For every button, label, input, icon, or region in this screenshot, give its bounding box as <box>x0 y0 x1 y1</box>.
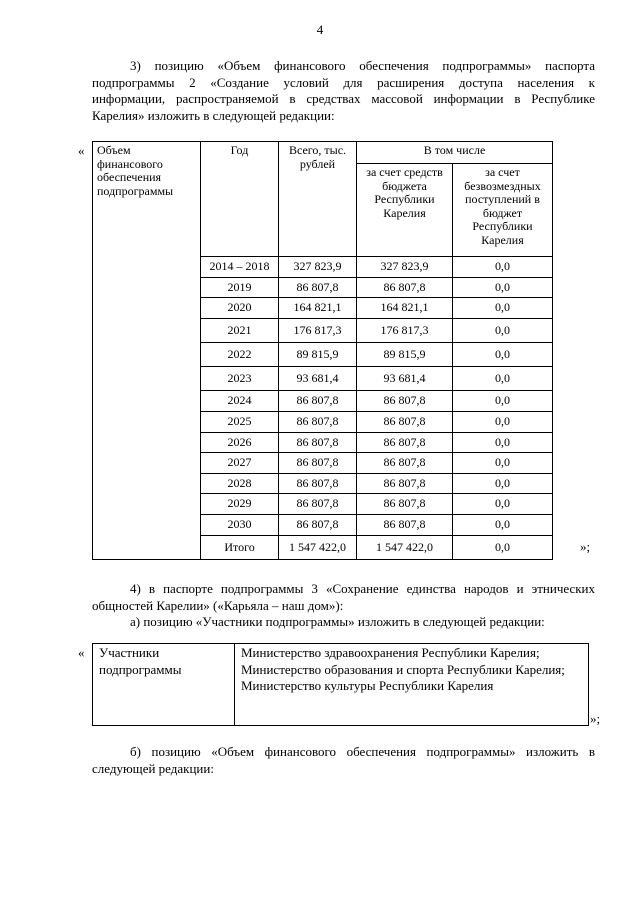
cell-free: 0,0 <box>453 515 553 536</box>
cell-year: 2019 <box>201 278 279 298</box>
cell-total: 164 821,1 <box>279 298 357 319</box>
label-column-cell <box>93 536 201 560</box>
table1-row-label: Объем финансового обеспечения подпрограммы <box>93 142 201 257</box>
cell-year: 2021 <box>201 319 279 343</box>
table1-header-budget: за счет средств бюджета Республики Карелия <box>357 164 453 257</box>
cell-year: Итого <box>201 536 279 560</box>
cell-total: 327 823,9 <box>279 257 357 278</box>
table-row <box>93 278 553 298</box>
table-row <box>93 319 553 343</box>
cell-total: 86 807,8 <box>279 412 357 433</box>
table-row <box>93 257 553 278</box>
cell-budget: 86 807,8 <box>357 494 453 515</box>
table-row <box>93 474 553 494</box>
table-row <box>93 453 553 474</box>
cell-free: 0,0 <box>453 343 553 367</box>
cell-year: 2022 <box>201 343 279 367</box>
cell-year: 2028 <box>201 474 279 494</box>
cell-budget: 86 807,8 <box>357 515 453 536</box>
paragraph-item-3 <box>92 58 595 124</box>
label-column-cell <box>93 343 201 367</box>
table1-open-quote: « <box>78 143 85 158</box>
cell-free: 0,0 <box>453 474 553 494</box>
cell-year: 2020 <box>201 298 279 319</box>
cell-free: 0,0 <box>453 412 553 433</box>
label-column-cell <box>93 319 201 343</box>
label-column-cell <box>93 278 201 298</box>
cell-free: 0,0 <box>453 319 553 343</box>
table1-header-free: за счет безвозмездных поступлений в бюджет Республики Карелия <box>453 164 553 257</box>
label-column-cell <box>93 453 201 474</box>
cell-total: 1 547 422,0 <box>279 536 357 560</box>
cell-total: 86 807,8 <box>279 515 357 536</box>
cell-free: 0,0 <box>453 433 553 453</box>
participants-list <box>235 644 589 726</box>
para3-line-1: следующей редакции: <box>92 760 214 776</box>
table-row <box>93 412 553 433</box>
cell-year: 2024 <box>201 391 279 412</box>
table2-open-quote: « <box>78 645 85 660</box>
label-column-cell <box>93 494 201 515</box>
cell-total: 93 681,4 <box>279 367 357 391</box>
label-column-cell <box>93 257 201 278</box>
cell-year: 2025 <box>201 412 279 433</box>
cell-total: 176 817,3 <box>279 319 357 343</box>
table-row <box>93 515 553 536</box>
table-row <box>93 391 553 412</box>
cell-free: 0,0 <box>453 453 553 474</box>
cell-budget: 327 823,9 <box>357 257 453 278</box>
cell-budget: 86 807,8 <box>357 412 453 433</box>
cell-budget: 93 681,4 <box>357 367 453 391</box>
cell-year: 2026 <box>201 433 279 453</box>
cell-free: 0,0 <box>453 257 553 278</box>
cell-budget: 89 815,9 <box>357 343 453 367</box>
paragraph-item-4 <box>92 581 595 631</box>
cell-free: 0,0 <box>453 278 553 298</box>
financing-table <box>92 141 553 560</box>
table-row <box>93 494 553 515</box>
label-column-cell <box>93 298 201 319</box>
para2-line-1: общностей Карелии» («Карьяла – наш дом»): <box>92 597 344 613</box>
table1-header-including: В том числе <box>357 142 553 164</box>
para1-line-2: информации, распространяемой в средствах массовой информации в Республике <box>92 91 595 106</box>
participant-0: Министерство здравоохранения Республики Карелия; <box>241 645 540 660</box>
cell-budget: 86 807,8 <box>357 433 453 453</box>
cell-total: 86 807,8 <box>279 494 357 515</box>
table-row <box>93 367 553 391</box>
table1-header-total: Всего, тыс. рублей <box>279 142 357 257</box>
table-row <box>93 298 553 319</box>
cell-total: 86 807,8 <box>279 433 357 453</box>
cell-free: 0,0 <box>453 494 553 515</box>
para1-line-1: подпрограммы 2 «Создание условий для расширения доступа населения к <box>92 74 595 90</box>
para3-line-0: б) позицию «Объем финансового обеспечения подпрограммы» изложить в <box>130 744 595 759</box>
cell-budget: 176 817,3 <box>357 319 453 343</box>
participant-2: Министерство культуры Республики Карелия <box>241 678 494 693</box>
participants-label: Участники подпрограммы <box>93 644 235 726</box>
label-column-cell <box>93 367 201 391</box>
cell-total: 86 807,8 <box>279 391 357 412</box>
cell-budget: 86 807,8 <box>357 453 453 474</box>
participants-table <box>92 643 589 726</box>
cell-total: 86 807,8 <box>279 474 357 494</box>
label-column-cell <box>93 515 201 536</box>
table-row <box>93 536 553 560</box>
table2-close-quote: »; <box>590 711 601 726</box>
label-column-cell <box>93 391 201 412</box>
label-column-cell <box>93 433 201 453</box>
table-row <box>93 433 553 453</box>
para2-line-0: 4) в паспорте подпрограммы 3 «Сохранение единства народов и этнических <box>130 581 595 596</box>
cell-total: 89 815,9 <box>279 343 357 367</box>
label-column-cell <box>93 412 201 433</box>
label-column-cell <box>93 474 201 494</box>
paragraph-item-b <box>92 744 595 777</box>
para2-line-2: а) позицию «Участники подпрограммы» изложить в следующей редакции: <box>130 614 545 629</box>
participant-1: Министерство образования и спорта Республики Карелия; <box>241 661 565 677</box>
cell-free: 0,0 <box>453 367 553 391</box>
cell-free: 0,0 <box>453 298 553 319</box>
cell-total: 86 807,8 <box>279 453 357 474</box>
cell-budget: 86 807,8 <box>357 278 453 298</box>
cell-budget: 164 821,1 <box>357 298 453 319</box>
cell-free: 0,0 <box>453 391 553 412</box>
para1-line-3: Карелия» изложить в следующей редакции: <box>92 107 335 123</box>
cell-year: 2014 – 2018 <box>201 257 279 278</box>
cell-free: 0,0 <box>453 536 553 560</box>
table1-header-year: Год <box>201 142 279 257</box>
page-number: 4 <box>316 22 324 37</box>
cell-year: 2023 <box>201 367 279 391</box>
cell-year: 2029 <box>201 494 279 515</box>
cell-year: 2027 <box>201 453 279 474</box>
para1-line-0: 3) позицию «Объем финансового обеспечения подпрограммы» паспорта <box>130 58 595 73</box>
cell-budget: 86 807,8 <box>357 391 453 412</box>
table1-close-quote: »; <box>580 539 591 554</box>
cell-budget: 86 807,8 <box>357 474 453 494</box>
cell-year: 2030 <box>201 515 279 536</box>
table-row <box>93 343 553 367</box>
cell-total: 86 807,8 <box>279 278 357 298</box>
cell-budget: 1 547 422,0 <box>357 536 453 560</box>
